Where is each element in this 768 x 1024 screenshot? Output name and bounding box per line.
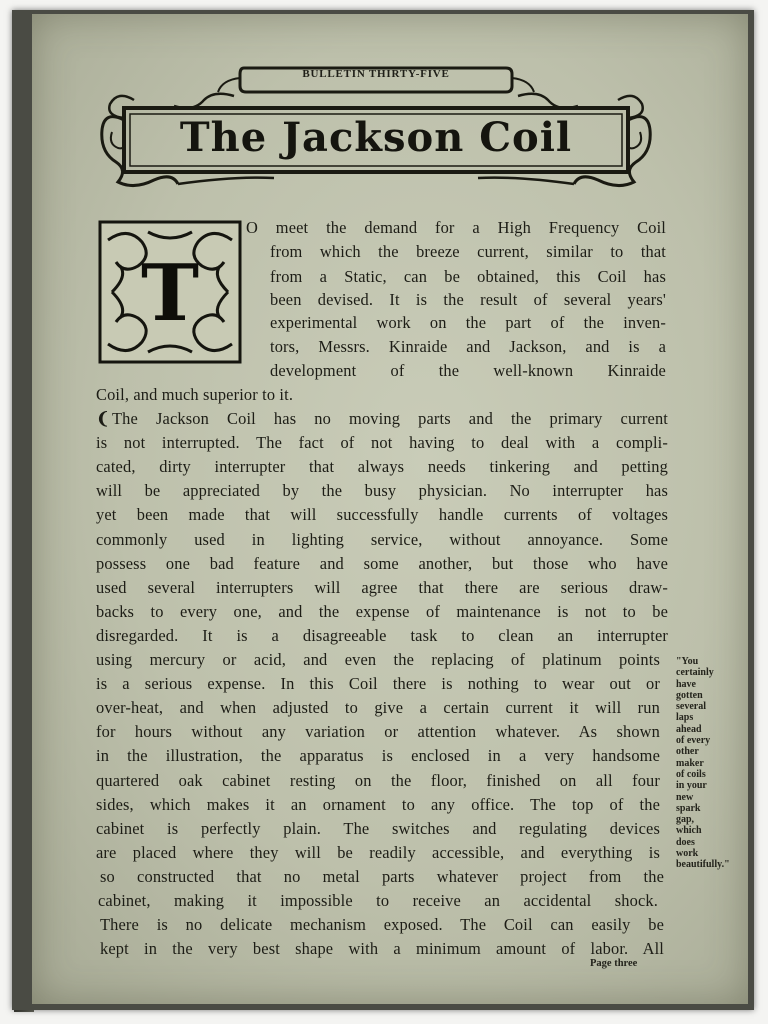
text-line: for hours without any variation or attention whatever. As shown — [96, 722, 660, 741]
text-line: backs to every one, and the expense of maintenance is not to be — [96, 602, 668, 621]
text-line: sides, which makes it an ornament to any office. The top of the — [96, 795, 660, 814]
text-line: is a serious expense. In this Coil there is nothing to wear out or — [96, 674, 660, 693]
text-line: over-heat, and when adjusted to give a certain current it will run — [96, 698, 660, 717]
text-line: possess one bad feature and some another, but those who have — [96, 554, 668, 573]
dropcap-ornament-icon — [98, 220, 242, 364]
text-line: from a Static, can be obtained, this Coil has — [270, 267, 666, 286]
text-line: tors, Messrs. Kinraide and Jackson, and is a — [270, 337, 666, 356]
text-line: cabinet is perfectly plain. The switches and regulating devices — [96, 819, 660, 838]
text-line: used several interrupters will agree that there are serious draw- — [96, 578, 668, 597]
sidenote-line: in your — [676, 780, 707, 792]
sidenote-line: other — [676, 746, 699, 758]
svg-text:T: T — [140, 248, 200, 339]
text-line: The Jackson Coil has no moving parts and the primary current — [112, 409, 668, 428]
text-line: cated, dirty interrupter that always needs tinkering and petting — [96, 457, 668, 476]
sidenote-line: work — [676, 848, 699, 860]
sidenote-line: beautifully." — [676, 859, 730, 871]
text-line: kept in the very best shape with a minimum amount of labor. All — [100, 939, 664, 958]
sidenote-line: laps — [676, 712, 694, 724]
text-line: development of the well-known Kinraide — [270, 361, 666, 380]
text-line: disregarded. It is a disagreeable task to clean an interrupter — [96, 626, 668, 645]
sidenote-line: spark — [676, 802, 701, 814]
text-line: experimental work on the part of the inven- — [270, 313, 666, 332]
paragraph-mark: ❨ — [96, 409, 110, 428]
text-line: using mercury or acid, and even the replacing of platinum points — [96, 650, 660, 669]
text-line: so constructed that no metal parts whatever project from the — [100, 867, 664, 886]
sidenote-line: of coils — [676, 768, 706, 780]
text-line: yet been made that will successfully handle currents of voltages — [96, 505, 668, 524]
sidenote-line: "You — [676, 656, 699, 667]
text-line: been devised. It is the result of several years' — [270, 290, 666, 309]
text-line: commonly used in lighting service, without annoyance. Some — [96, 530, 668, 549]
sidenote-line: have — [676, 678, 696, 690]
sidenote-line: ahead — [676, 723, 702, 735]
text-line: is not interrupted. The fact of not having to deal with a compli- — [96, 433, 668, 452]
text-line: cabinet, making it impossible to receive an accidental shock. — [98, 891, 658, 910]
sidenote-line: which — [676, 825, 702, 837]
sidenote-line: gap, — [676, 814, 695, 826]
testimonial-sidenote — [676, 656, 750, 871]
text-line: There is no delicate mechanism exposed. The Coil can easily be — [100, 915, 664, 934]
sidenote-line: does — [676, 836, 695, 848]
ornamental-dropcap — [98, 220, 242, 364]
sidenote-line: maker — [676, 757, 704, 769]
text-line: from which the breeze current, similar to that — [270, 242, 666, 261]
page-title: The Jackson Coil — [179, 114, 573, 161]
sidenote-line: certainly — [676, 667, 714, 679]
text-line: Coil, and much superior to it. — [96, 385, 294, 404]
text-line: in the illustration, the apparatus is enclosed in a very handsome — [96, 746, 660, 765]
text-line: quartered oak cabinet resting on the floor, finished on all four — [96, 771, 660, 790]
text-line: O meet the demand for a High Frequency Coil — [246, 218, 666, 237]
sidenote-line: new — [676, 791, 694, 803]
sidenote-line: gotten — [676, 689, 703, 701]
title-banner — [94, 60, 658, 200]
text-line: will be appreciated by the busy physician. No interrupter has — [96, 481, 668, 500]
text-line: are placed where they will be readily accessible, and everything is — [96, 843, 660, 862]
sidenote-line: several — [676, 701, 706, 713]
sidenote-line: of every — [676, 735, 711, 747]
bulletin-label: BULLETIN THIRTY-FIVE — [302, 68, 450, 80]
page-number: Page three — [590, 958, 638, 969]
